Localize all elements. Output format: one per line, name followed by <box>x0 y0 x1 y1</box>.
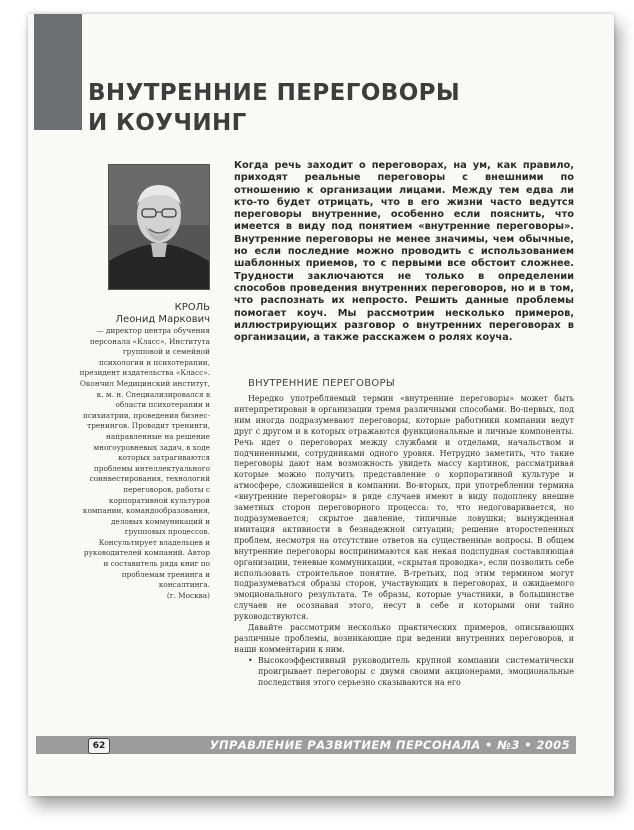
body-paragraph: Нередко употребляемый термин «внутренние переговоры» может быть интерпретирован в организации тремя различными способами. Во-первых, под ним иногда подразумевают переговоры, которые работники компании ведут друг с другом и в которых отражаются функциональные и личные компоненты. Речь идет о переговорах между службами и отделами, начальством и подчиненными, сотрудниками одного уровня. Нетрудно заметить, что такие переговоры дают нам возможность увидеть массу картинок, рассматривая которые можно получить представление о корпоративной культуре и атмосфере, сложившейся в компании. Во-вторых, при употреблении термина «внутренние переговоры» в ряде случаев имеют в виду подоплеку внешне заметных сторон переговорного процесса: то, что недоговаривается, но подразумевается; скрытое давление, типичные ловушки; вынужденная имитация активности в безнадежной ситуации; решение второстепенных проблем, несмотря на отсутствие ответов на существенные вопросы. В общем внутренние переговоры воспринимаются как некая подспудная составляющая организации, теневые коммуникации, «скрытая проводка», если позволить себе использовать строительное понятие. В-третьих, под этим термином могут подразумеваться образы сторон, участвующих в переговорах, и ожидаемого эмоционального результата. Те образы, которые участники, в большинстве случаев не осознавая этого, несут в себе и которыми они тайно руководствуются. <box>234 394 574 622</box>
article-title <box>88 78 568 138</box>
author-bio <box>78 326 210 601</box>
body-paragraph: Давайте рассмотрим несколько практических примеров, описывающих различные проблемы, возникающие при ведении внутренних переговоров, и наши комментарии к ним. <box>234 623 574 654</box>
portrait-image <box>109 165 209 289</box>
lead-paragraph: Когда речь заходит о переговорах, на ум, как правило, приходят реальные переговоры с внешними по отношению к организации лицами. Между тем едва ли кто-то будет отрицать, что в его жизни часто ведутся переговоры внутренние, особенно если пояснить, что имеется в виду под понятием «внутренние переговоры». Внутренние переговоры не менее значимы, чем обычные, но если последние можно проводить с использованием шаблонных приемов, то с первыми все обстоит сложнее. Трудности заключаются не только в определении способов проведения внутренних переговоров, но и в том, что распознать их непросто. Решить данные проблемы помогает коуч. Мы рассмотрим несколько примеров, иллюстрирующих разговор о внутренних переговорах в организации, а также расскажем о ролях коуча. <box>234 160 574 344</box>
bullet-item <box>234 656 574 689</box>
author-bio-text: — директор центра обучения персонала «Класс», Института групповой и семейной психологии и психотерапии, президент издательства «Класс». Окончил Медицинский институт, к. м. н. Специализировался в области психотерапии и психиатрии, проведения бизнес-тренингов. Проводит тренинги, направленные на решение многоуровневых задач, в ходе которых затрагиваются проблемы интеллектуального соинвестирования, технологий переговоров, работы с корпоративной культурой компании, командообразования, деловых коммуникаций и групповых процессов. Консультирует владельцев и руководителей компаний. Автор и составитель ряда книг по проблемам тренинга и консалтинга. <box>79 326 210 590</box>
article-title-line2: И КОУЧИНГ <box>88 110 247 136</box>
author-given-name: Леонид Маркович <box>115 314 210 325</box>
author-photo <box>108 164 210 290</box>
bullet-text: Высокоэффективный руководитель крупной компании систематически проигрывает переговоры с двумя своими акционерами, эмоциональные последствия этого серьезно сказываются на его <box>258 655 574 687</box>
article-title-line1: ВНУТРЕННИЕ ПЕРЕГОВОРЫ <box>88 80 461 106</box>
bullet-dot-icon: • <box>248 655 253 665</box>
page-number: 62 <box>88 738 110 754</box>
magazine-page <box>28 14 614 796</box>
author-surname: КРОЛЬ <box>174 302 210 313</box>
title-accent-bar <box>34 14 82 130</box>
author-name <box>78 302 210 326</box>
footer-bar <box>36 736 576 754</box>
author-city: (г. Москва) <box>166 590 210 600</box>
article-body <box>234 394 574 732</box>
section-heading: ВНУТРЕННИЕ ПЕРЕГОВОРЫ <box>248 378 395 389</box>
journal-title: УПРАВЛЕНИЕ РАЗВИТИЕМ ПЕРСОНАЛА • №3 • 2005 <box>209 738 570 752</box>
